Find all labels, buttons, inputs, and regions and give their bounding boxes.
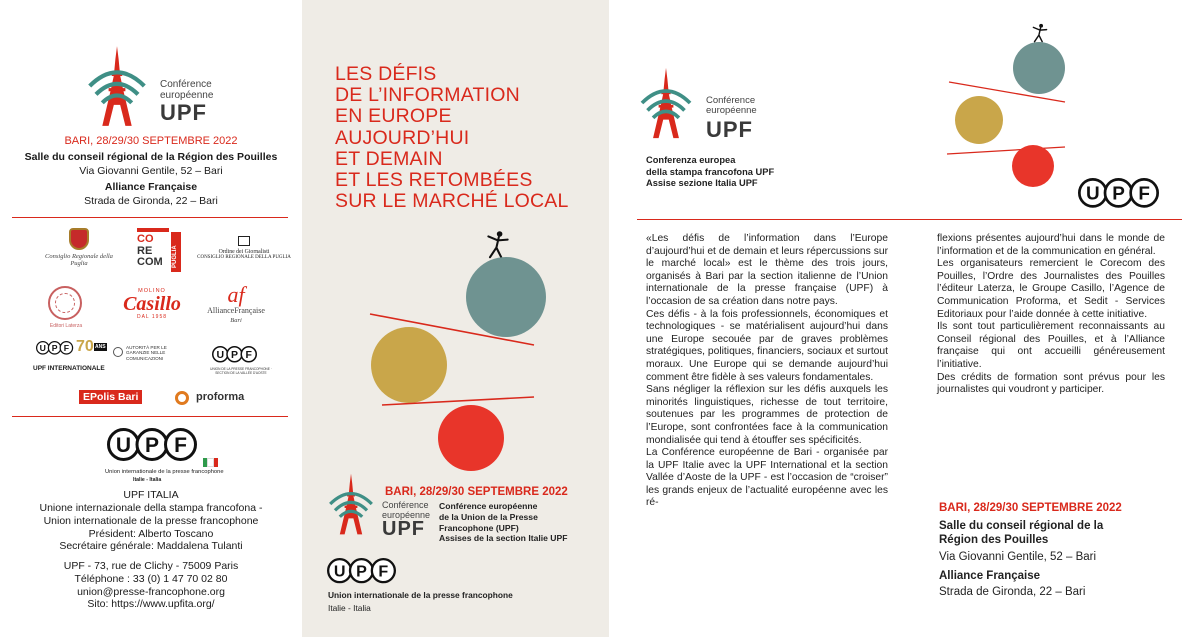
headline-line: SUR LE MARCHÉ LOCAL <box>335 190 569 213</box>
paragraph: Sans négliger la réflexion sur les défis auxquels les minorités linguistiques, richesse de tout territoire, soutenues par les programmes de protection de l’Europe, sont confrontées face à la communication mondialisée qui tend à étouffer ses spécificités. <box>646 384 888 446</box>
eiffel-wifi-logo-icon <box>83 44 151 128</box>
paragraph: Ces défis - à la fois professionnels, économiques et technologiques - se matérialisent aujourd’hui dans une Europe secouée par de graves problèmes stratégiques, politiques, financiers, sociaux et surtout moraux. Une Europe qui se demande aujourd’hui comment être fidèle à ses valeurs fondamentales. <box>646 308 888 383</box>
conference-logo-text <box>706 96 757 116</box>
conf-line: de la Union de la Presse <box>439 511 538 522</box>
venue1-title: Salle du conseil régional de la Région des Pouilles <box>24 151 278 163</box>
ordine-giornalisti-logo <box>196 236 292 260</box>
corecom-re: RE <box>137 244 153 257</box>
ball-gold <box>955 96 1003 144</box>
logo-line2: européenne <box>160 90 214 101</box>
paragraph: Ils sont tout particulièrement reconnaissants au Conseil régional des Pouilles, et à l’Alliance française qui ont accueilli généreusement l’initiative. <box>937 321 1165 370</box>
upf-sub: Italie - Italia <box>328 603 371 613</box>
paragraph: Des crédits de formation sont prévus pour les journalistes qui voudront y participer. <box>937 371 1165 396</box>
venue1-address: Via Giovanni Gentile, 52 – Bari <box>939 551 1097 563</box>
upf-circle-p: P <box>136 428 169 461</box>
puglia-crest-icon <box>69 228 89 250</box>
logo-line1: Conférence <box>706 95 756 106</box>
upf-internationale-label: UPF INTERNATIONALE <box>33 365 105 372</box>
president-line: Président: Alberto Toscano <box>88 527 214 540</box>
logo-line2: européenne <box>382 509 431 520</box>
headline-line: LES DÉFIS <box>335 63 437 85</box>
upf-circle-u: U <box>36 341 50 355</box>
upf-italia-line: Unione internazionale della stampa francofona - <box>39 502 263 514</box>
acrobat-figure-icon <box>1033 24 1046 42</box>
headline <box>335 64 569 212</box>
corecom-com: COM <box>137 256 163 268</box>
venue1-address: Via Giovanni Gentile, 52 – Bari <box>79 165 223 177</box>
eiffel-wifi-logo-icon <box>637 66 695 140</box>
venue2-title: Alliance Française <box>939 570 1040 582</box>
upf-circle-u: U <box>212 346 229 363</box>
acrobat-figure-icon <box>488 231 507 257</box>
casillo-word: Casillo <box>123 293 181 315</box>
divider <box>637 219 1182 220</box>
panel-back-cover <box>0 0 302 637</box>
conference-description <box>439 501 567 544</box>
logo-upf-word: UPF <box>382 518 425 540</box>
upf-big-sub: Italie - Italia <box>133 477 162 483</box>
alliance-francaise-logo <box>200 284 272 324</box>
logo-upf-word: UPF <box>160 100 207 125</box>
body-column-1 <box>646 233 888 510</box>
af-city: Bari <box>230 317 242 324</box>
conference-logo-text <box>160 79 213 101</box>
paragraph: «Les défis de l’information dans l’Europe d’aujourd’hui et de demain et leurs répercussions sur le marché local» est le thème des trois jours, organisés à Bari par la section italienne de l’Union internationale de la presse française (UPF) à l’occasion de sa création dans notre pays. <box>646 233 888 307</box>
upf-aoste-logo <box>212 346 269 368</box>
venue1-title-line2: Région des Pouilles <box>939 534 1049 546</box>
body-column-2 <box>937 233 1165 397</box>
eiffel-wifi-logo-icon <box>326 472 376 536</box>
conf-line: Francophone (UPF) <box>439 522 519 533</box>
panel-inside <box>609 0 1200 637</box>
upf-circle-p: P <box>226 346 243 363</box>
headline-line: AUJOURD’HUI <box>335 126 470 149</box>
proforma-label: proforma <box>196 391 245 403</box>
venue1-title-line1: Salle du conseil régional de la <box>939 520 1104 532</box>
upf-circle-p: P <box>1104 178 1134 208</box>
italian-line: Assise sezione Italia UPF <box>646 178 758 188</box>
laterza-label: Editori Laterza <box>49 323 83 329</box>
upf-circle-f: F <box>164 428 197 461</box>
upf-italia-line: Union internationale de la presse francophone <box>43 514 259 527</box>
casillo-year: DAL 1958 <box>136 314 168 320</box>
corecom-logo <box>137 228 169 269</box>
upf-logo <box>1078 178 1150 204</box>
upf-italia-block <box>0 502 302 553</box>
headline-line: ET DEMAIN <box>335 147 443 170</box>
balancing-balls-illustration <box>302 225 609 495</box>
ball-red <box>438 405 504 471</box>
corecom-co: CO <box>137 233 154 245</box>
ball-red <box>1012 145 1054 187</box>
headline-line: ET LES RETOMBÉES <box>335 169 533 192</box>
phone-line: Téléphone : 33 (0) 1 47 70 02 80 <box>74 572 228 585</box>
divider-top <box>12 217 288 218</box>
ball-teal <box>1013 42 1065 94</box>
logo-upf-word: UPF <box>706 117 753 142</box>
ordine-line1: Ordine dei Giornalisti <box>218 249 270 255</box>
logo-line1: Conférence <box>160 79 212 90</box>
af-mark: af <box>227 282 245 307</box>
upf-circle-f: F <box>1129 178 1159 208</box>
italy-flag-icon <box>203 458 218 467</box>
consiglio-label: Consiglio Regionale della Puglia <box>45 253 113 267</box>
agcom-line1: AUTORITÀ PER LE <box>126 345 167 350</box>
ordine-line2: CONSIGLIO REGIONALE DELLA PUGLIA <box>197 255 291 260</box>
paragraph: flexions présentes aujourd’hui dans le monde de l’information et de la communication en général. <box>937 233 1165 257</box>
upf-italia-title: UPF ITALIA <box>123 489 179 501</box>
corecom-side-label: PUGLIA <box>172 245 178 268</box>
corecom-side-bar <box>171 232 181 272</box>
italian-description <box>646 155 774 190</box>
conf-line: Conférence européenne <box>439 501 538 511</box>
proforma-icon <box>175 391 189 405</box>
italian-line: della stampa francofona UPF <box>646 166 775 177</box>
balancing-balls-illustration-small <box>939 22 1079 200</box>
agcom-line2: GARANZIE NELLE <box>126 350 166 356</box>
upf-circle-p: P <box>48 341 62 355</box>
casillo-top: MOLINO <box>138 288 166 294</box>
upf-circle-u: U <box>107 428 140 461</box>
agcom-logo-text <box>126 345 167 361</box>
casillo-logo <box>112 288 192 320</box>
upf-caption: Union internationale de la presse francophone <box>328 590 513 600</box>
venue2-title: Alliance Française <box>104 181 198 193</box>
upf-big-caption: Union internationale de la presse francophone <box>105 469 224 475</box>
headline-line: DE L’INFORMATION <box>335 84 520 107</box>
agcom-line3: COMUNICAZIONI <box>126 355 164 361</box>
upf-circle-f: F <box>371 558 396 583</box>
venue2-address: Strada de Gironda, 22 – Bari <box>84 195 218 207</box>
upf70-number: 70 <box>76 338 94 355</box>
logo-line2: européenne <box>706 105 757 116</box>
upf70-ans: ANS <box>95 344 106 350</box>
divider-bottom <box>12 416 288 417</box>
camera-icon <box>238 236 250 246</box>
italian-line: Conferenza europea <box>646 155 736 165</box>
paragraph: La Conférence européenne de Bari - organisée par la UPF Italie avec la UPF International et la section Vallée d’Aoste de la UPF - est l’occasion de “croiser” les grands enjeux de l’actualité européenne avec les ré- <box>646 447 888 509</box>
corecom-bar <box>137 228 169 232</box>
ball-teal <box>466 257 546 337</box>
ball-gold <box>371 327 447 403</box>
event-dates: BARI, 28/29/30 SEPTEMBRE 2022 <box>939 502 1122 514</box>
agcom-emblem-icon <box>113 347 123 357</box>
email-link[interactable]: union@presse-francophone.org <box>77 585 225 598</box>
logo-line1: Conférence <box>382 500 429 510</box>
upf-big-logo <box>107 428 187 457</box>
epolis-bari-logo: EPolis Bari <box>79 390 142 404</box>
laterza-seal-icon <box>48 286 82 320</box>
website-link[interactable]: Sito: https://www.upfita.org/ <box>87 598 215 611</box>
venue2-address: Strada de Gironda, 22 – Bari <box>939 586 1086 598</box>
consiglio-regionale-logo <box>44 228 114 267</box>
upf-circle-f: F <box>241 346 258 363</box>
upf-circle-u: U <box>1078 178 1108 208</box>
upf-circle-f: F <box>60 341 74 355</box>
secretary-line: Secrétaire générale: Maddalena Tulanti <box>59 540 243 553</box>
upf-logo <box>327 558 389 580</box>
upf-aoste-caption: UNION DE LA PRESSE FRANCOPHONE · SECTION DE LA VALLÉE D'AOSTE <box>210 367 272 375</box>
headline-line: EN EUROPE <box>335 105 452 128</box>
upf-circle-u: U <box>327 558 352 583</box>
af-name: AllianceFrançaise <box>207 306 265 315</box>
panel-front-cover <box>302 0 609 637</box>
upf-circle-p: P <box>349 558 374 583</box>
paragraph: Les organisateurs remercient le Corecom des Pouilles, l’Ordre des Journalistes des Pouilles l’éditeur Laterza, le Groupe Casillo, l’Agence de Communication Proforma, et Sedit - Services Editoriaux pour l’aide donnée à cette initiative. <box>937 258 1165 320</box>
address-line: UPF - 73, rue de Clichy - 75009 Paris <box>63 560 239 572</box>
conf-line: Assises de la section Italie UPF <box>439 533 568 544</box>
event-dates: BARI, 28/29/30 SEPTEMBRE 2022 <box>64 135 238 147</box>
event-dates: BARI, 28/29/30 SEPTEMBRE 2022 <box>385 486 568 498</box>
venue1-title <box>939 519 1103 547</box>
contact-block <box>0 560 302 611</box>
